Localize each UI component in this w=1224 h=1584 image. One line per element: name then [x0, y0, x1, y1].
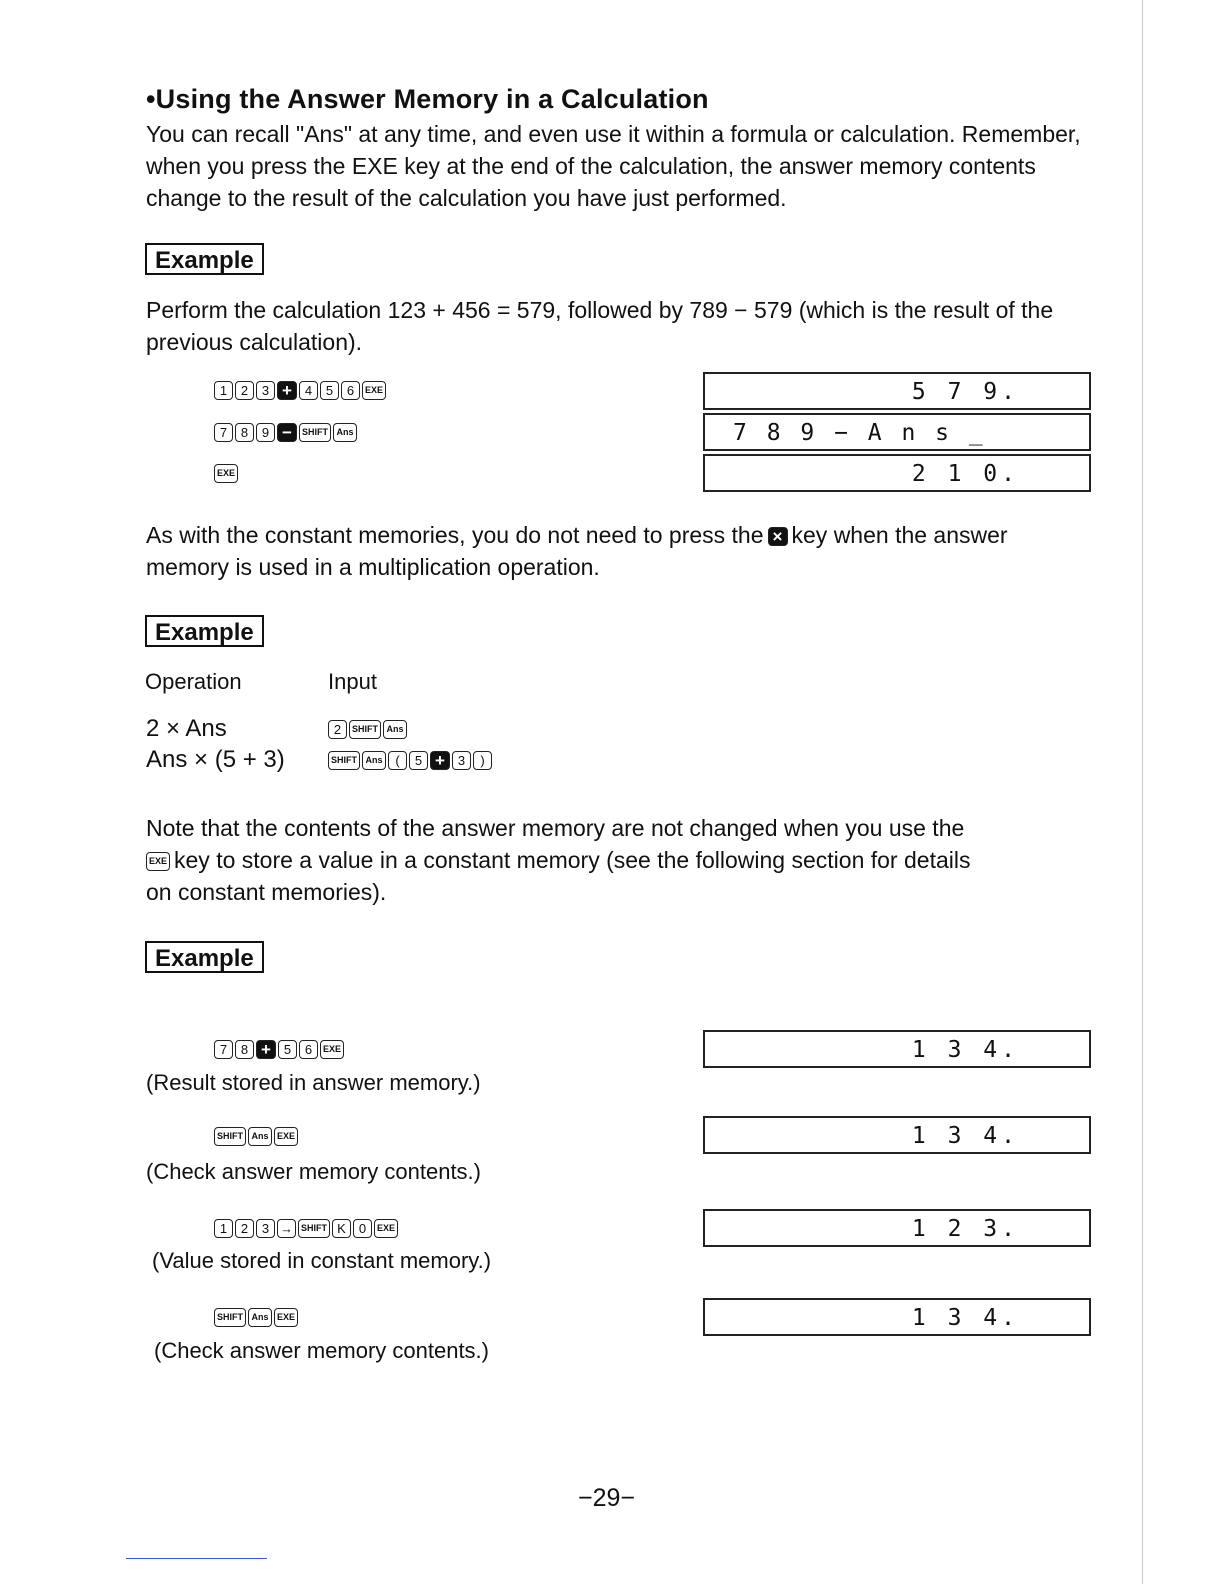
digit-3-key-icon: 3 — [256, 1219, 275, 1238]
note-line: Note that the contents of the answer memory are not changed when you use the — [146, 815, 965, 841]
calculator-display — [703, 1298, 1091, 1336]
step-caption: (Check answer memory contents.) — [146, 1159, 481, 1184]
key-sequence — [328, 717, 407, 741]
step-caption: (Check answer memory contents.) — [154, 1338, 489, 1363]
shift-key-icon: SHIFT — [298, 1219, 330, 1238]
multiply-key-icon: × — [768, 527, 788, 546]
calculator-display — [703, 1209, 1091, 1247]
digit-8-key-icon: 8 — [235, 1040, 254, 1059]
open-paren-key-icon: ( — [388, 751, 407, 770]
example-label: Example — [145, 243, 264, 275]
note-line: on constant memories). — [146, 879, 387, 905]
minus-key-icon: − — [277, 423, 297, 442]
digit-3-key-icon: 3 — [256, 381, 275, 400]
ans-key-icon: Ans — [383, 720, 407, 739]
example-label: Example — [145, 615, 264, 647]
step-caption: (Result stored in answer memory.) — [146, 1070, 481, 1095]
operation-label: 2 × Ans — [146, 715, 227, 742]
digit-8-key-icon: 8 — [235, 423, 254, 442]
operation-label: Ans × (5 + 3) — [146, 746, 285, 773]
digit-7-key-icon: 7 — [214, 423, 233, 442]
multiplication-note — [146, 519, 1096, 583]
key-sequence — [214, 1037, 344, 1061]
digit-2-key-icon: 2 — [235, 1219, 254, 1238]
exe-key-icon: EXE — [146, 852, 170, 871]
example-label: Example — [145, 941, 264, 973]
shift-key-icon: SHIFT — [299, 423, 331, 442]
exe-key-icon: EXE — [320, 1040, 344, 1059]
digit-6-key-icon: 6 — [299, 1040, 318, 1059]
step-caption: (Value stored in constant memory.) — [152, 1248, 492, 1273]
page-edge-rule — [1142, 0, 1143, 1584]
plus-key-icon: + — [430, 751, 450, 770]
digit-4-key-icon: 4 — [299, 381, 318, 400]
digit-0-key-icon: 0 — [353, 1219, 372, 1238]
store-arrow-key-icon: → — [277, 1219, 296, 1238]
exe-key-icon: EXE — [362, 381, 386, 400]
display-value: 1 3 4. — [911, 1037, 1019, 1063]
display-value: 1 3 4. — [911, 1123, 1019, 1149]
calculator-display — [703, 1030, 1091, 1068]
note-text: key when the answer memory is used in a multiplication operation. — [146, 522, 1008, 580]
column-header-input: Input — [328, 669, 377, 694]
plus-key-icon: + — [256, 1040, 276, 1059]
ans-key-icon: Ans — [362, 751, 386, 770]
note-text: As with the constant memories, you do not need to press the — [146, 522, 764, 548]
ans-key-icon: Ans — [248, 1308, 272, 1327]
calculator-display — [703, 372, 1091, 410]
display-value: 1 2 3. — [911, 1216, 1019, 1242]
digit-3-key-icon: 3 — [452, 751, 471, 770]
display-value: 1 3 4. — [911, 1305, 1019, 1331]
digit-6-key-icon: 6 — [341, 381, 360, 400]
exe-key-icon: EXE — [274, 1308, 298, 1327]
key-sequence — [214, 461, 238, 485]
digit-5-key-icon: 5 — [409, 751, 428, 770]
key-sequence — [214, 420, 357, 444]
exe-key-icon: EXE — [274, 1127, 298, 1146]
ans-key-icon: Ans — [248, 1127, 272, 1146]
display-value: 7 8 9 − A n s _ — [733, 420, 986, 446]
key-sequence — [214, 1124, 298, 1148]
display-value: 2 1 0. — [911, 461, 1019, 487]
shift-key-icon: SHIFT — [349, 720, 381, 739]
digit-5-key-icon: 5 — [320, 381, 339, 400]
digit-7-key-icon: 7 — [214, 1040, 233, 1059]
exe-key-icon: EXE — [374, 1219, 398, 1238]
intro-paragraph: You can recall "Ans" at any time, and even use it within a formula or calculation. Remember, when you press the EXE key at the end of the calculation, the answer memory contents change to the result of the calculation you have just performed. — [146, 121, 1081, 211]
k-key-icon: K — [332, 1219, 351, 1238]
key-sequence — [214, 1305, 298, 1329]
plus-key-icon: + — [277, 381, 297, 400]
key-sequence — [328, 748, 492, 772]
shift-key-icon: SHIFT — [214, 1127, 246, 1146]
display-value: 5 7 9. — [911, 379, 1019, 405]
digit-5-key-icon: 5 — [278, 1040, 297, 1059]
example1-description: Perform the calculation 123 + 456 = 579, followed by 789 − 579 (which is the result of the previous calculation). — [146, 297, 1054, 355]
close-paren-key-icon: ) — [473, 751, 492, 770]
footer-rule — [126, 1558, 267, 1559]
ans-key-icon: Ans — [333, 423, 357, 442]
calculator-display — [703, 413, 1091, 451]
key-sequence — [214, 378, 386, 402]
constant-note — [146, 812, 1096, 908]
shift-key-icon: SHIFT — [328, 751, 360, 770]
section-heading: •Using the Answer Memory in a Calculation — [146, 84, 709, 114]
note-line — [146, 844, 1096, 876]
digit-2-key-icon: 2 — [235, 381, 254, 400]
calculator-display — [703, 1116, 1091, 1154]
page-number: −29− — [578, 1484, 636, 1512]
digit-1-key-icon: 1 — [214, 1219, 233, 1238]
key-sequence — [214, 1216, 398, 1240]
exe-key-icon: EXE — [214, 464, 238, 483]
shift-key-icon: SHIFT — [214, 1308, 246, 1327]
digit-9-key-icon: 9 — [256, 423, 275, 442]
digit-2-key-icon: 2 — [328, 720, 347, 739]
calculator-display — [703, 454, 1091, 492]
note-text: key to store a value in a constant memory (see the following section for details — [174, 847, 971, 873]
column-header-operation: Operation — [145, 669, 242, 694]
digit-1-key-icon: 1 — [214, 381, 233, 400]
